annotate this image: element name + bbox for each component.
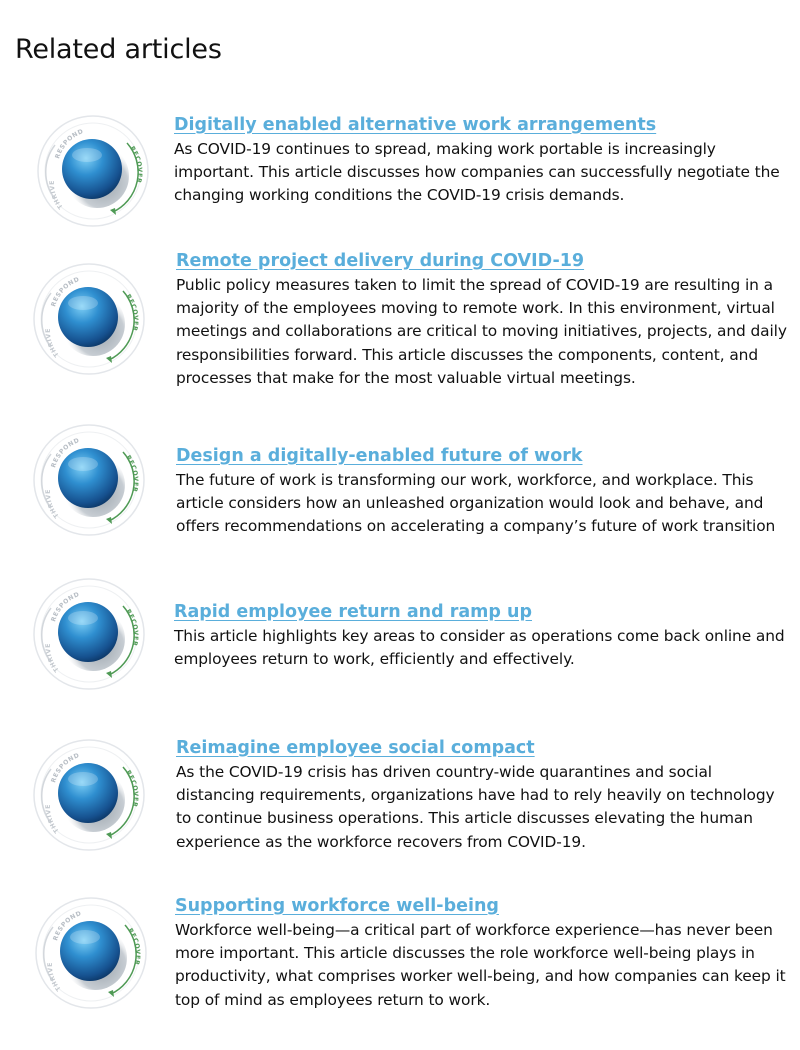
respond-recover-thrive-cycle-icon <box>29 420 149 540</box>
thrive-label: THRIVE <box>44 804 61 835</box>
article-title-link[interactable]: Remote project delivery during COVID-19 <box>176 251 585 271</box>
recover-label: RECOVER <box>124 293 139 332</box>
article-description: Public policy measures taken to limit the spread of COVID-19 are resulting in a majority of the employees moving to remote work. In this environment, virtual meetings and collaborations are critical to moving initiatives, projects, and daily responsibilities forward. This article discusses the components, content, and processes that make for the most valuable virtual meetings. <box>176 276 787 387</box>
respond-label: RESPOND <box>50 275 81 308</box>
article-text <box>176 250 788 390</box>
respond-recover-thrive-cycle-icon <box>29 574 149 694</box>
article-text <box>174 601 786 671</box>
respond-label: RESPOND <box>50 590 81 623</box>
svg-text:THRIVE <box>45 643 61 673</box>
recover-label: RECOVER <box>128 145 143 184</box>
article-text <box>175 895 787 1012</box>
recover-label: RECOVER <box>124 769 139 808</box>
respond-recover-thrive-cycle-icon <box>29 735 149 855</box>
respond-recover-thrive-cycle-icon <box>31 893 151 1013</box>
article-title-link[interactable]: Design a digitally-enabled future of work <box>176 446 583 466</box>
respond-label: RESPOND <box>50 751 81 784</box>
svg-text:THRIVE <box>45 804 61 834</box>
article-title-link[interactable]: Reimagine employee social compact <box>176 738 535 758</box>
recover-label: RECOVER <box>124 608 139 647</box>
article-title-link[interactable]: Digitally enabled alternative work arrangements <box>174 115 657 135</box>
article-title-link[interactable]: Rapid employee return and ramp up <box>174 602 532 622</box>
thrive-label: THRIVE <box>44 643 61 674</box>
respond-label: RESPOND <box>54 127 85 160</box>
article-description: The future of work is transforming our work, workforce, and workplace. This article considers how an unleashed organization would look and behave, and offers recommendations on accelerating a company’s future of work transition <box>176 471 776 536</box>
article-title-link[interactable]: Supporting workforce well-being <box>175 896 499 916</box>
recover-label: RECOVER <box>124 454 139 493</box>
respond-recover-thrive-cycle-icon <box>33 111 153 231</box>
respond-label: RESPOND <box>50 436 81 469</box>
thrive-label: THRIVE <box>44 328 61 359</box>
svg-text:THRIVE <box>49 180 65 210</box>
article-text <box>176 737 788 854</box>
svg-text:THRIVE <box>45 489 61 519</box>
article-description: This article highlights key areas to consider as operations come back online and employees return to work, efficiently and effectively. <box>174 627 785 669</box>
thrive-label: THRIVE <box>48 180 65 211</box>
article-description: As the COVID-19 crisis has driven country-wide quarantines and social distancing requirements, organizations have had to rely heavily on technology to continue business operations. This article discusses elevating the human experience as the workforce recovers from COVID-19. <box>176 763 775 851</box>
article-text <box>174 114 786 208</box>
recover-label: RECOVER <box>126 927 141 966</box>
svg-text:THRIVE <box>47 962 63 992</box>
page-title: Related articles <box>15 34 222 65</box>
thrive-label: THRIVE <box>46 962 63 993</box>
respond-label: RESPOND <box>52 909 83 942</box>
respond-recover-thrive-cycle-icon <box>29 259 149 379</box>
svg-text:THRIVE <box>45 328 61 358</box>
article-text <box>176 445 788 539</box>
article-description: As COVID-19 continues to spread, making work portable is increasingly important. This article discusses how companies can successfully negotiate the changing working conditions the COVID-19 crisis demands. <box>174 140 780 205</box>
thrive-label: THRIVE <box>44 489 61 520</box>
article-description: Workforce well-being—a critical part of workforce experience—has never been more important. This article discusses the role workforce well-being plays in productivity, what comprises worker well-being, and how companies can keep it top of mind as employees return to work. <box>175 921 786 1009</box>
